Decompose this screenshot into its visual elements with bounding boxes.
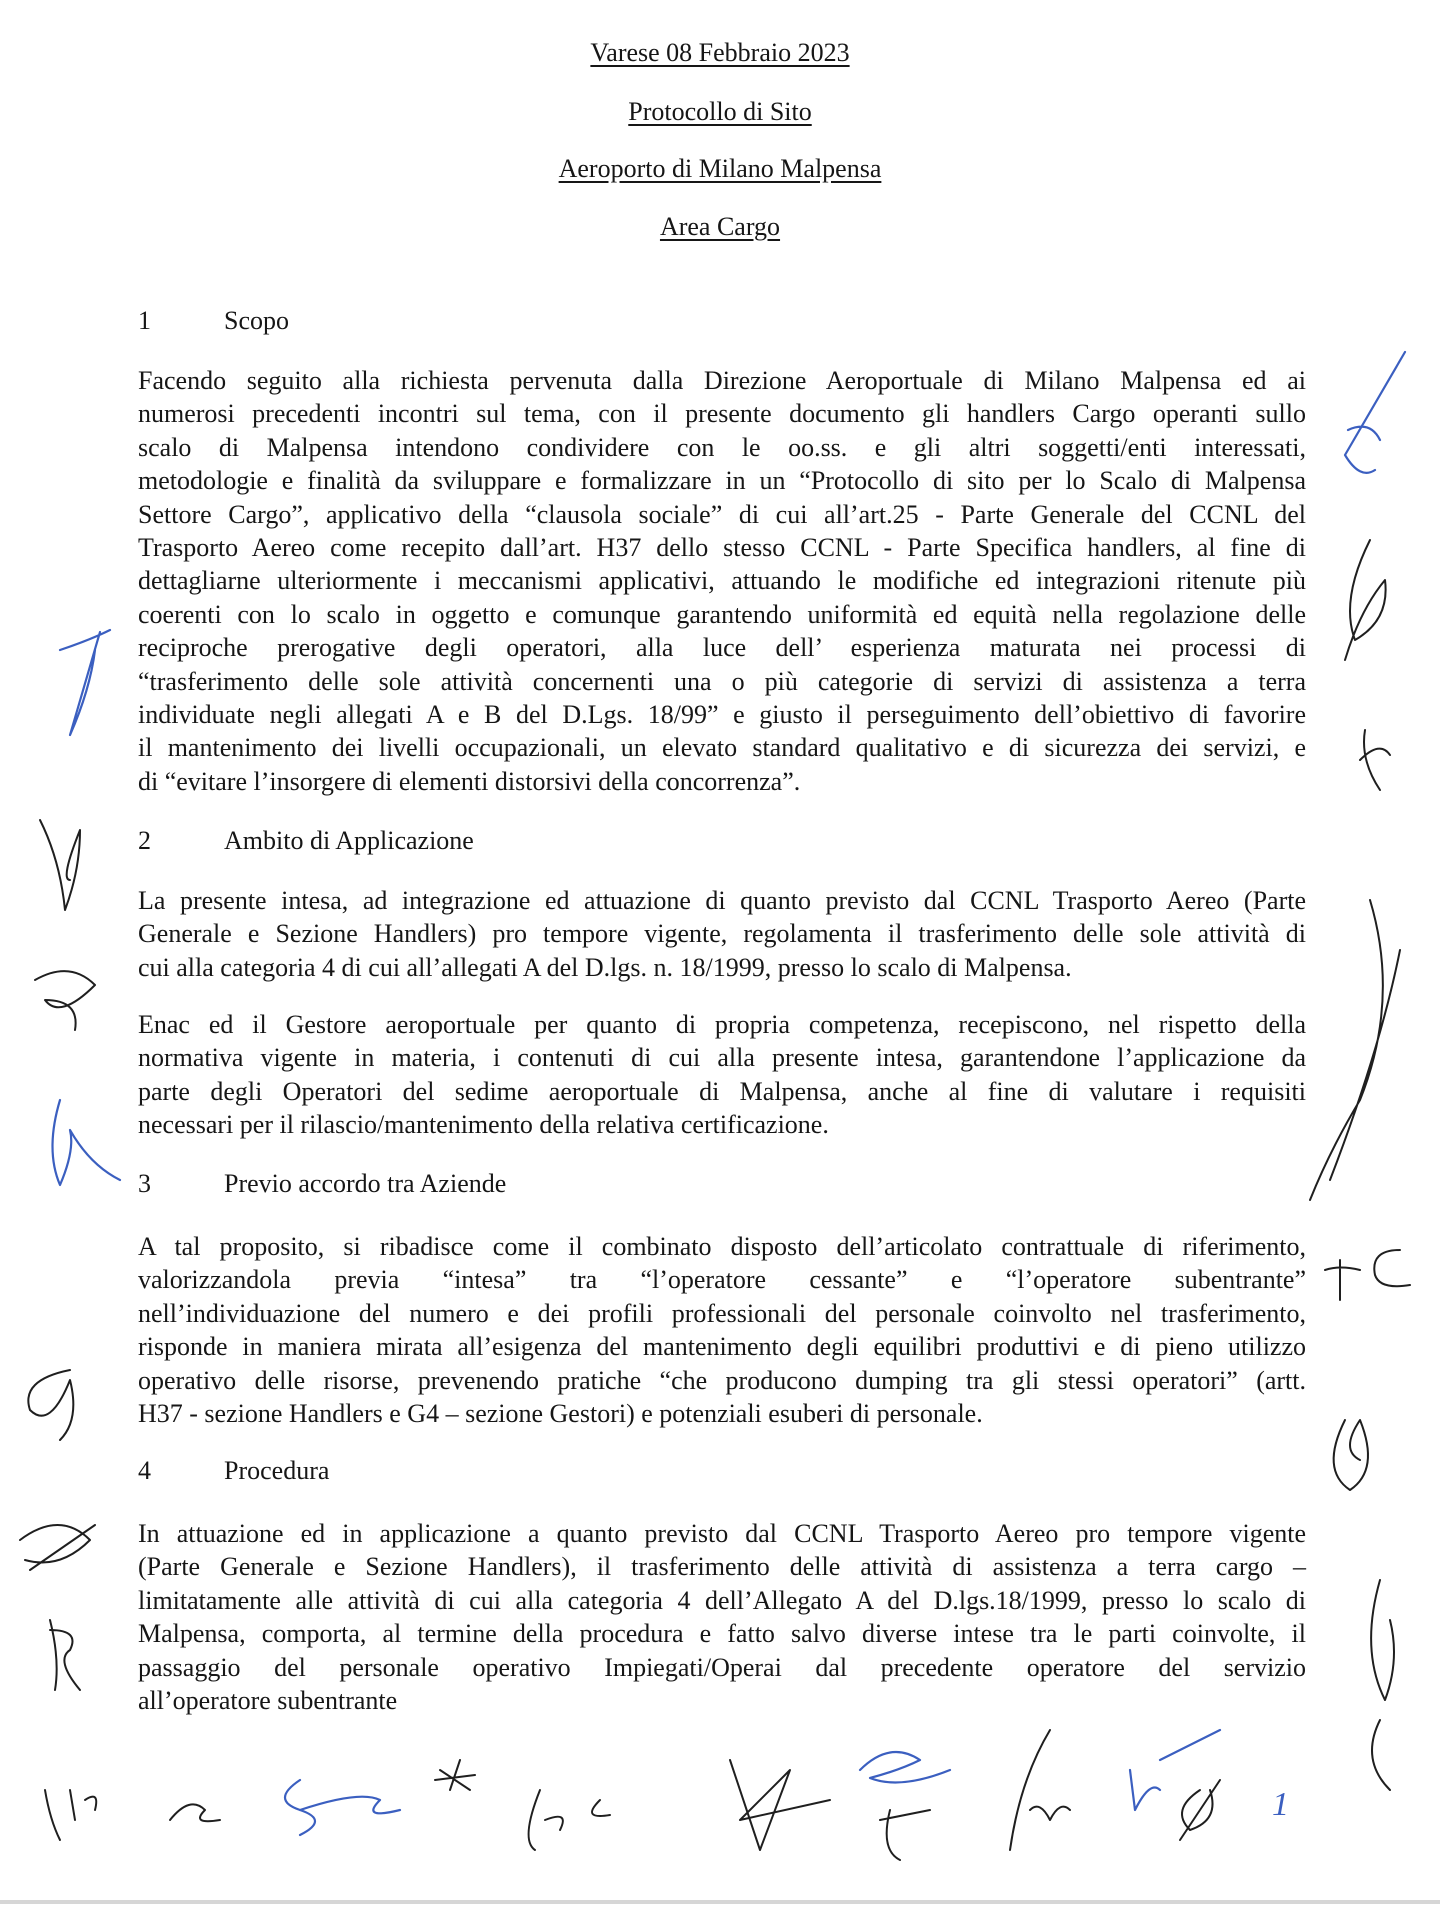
section-number: 2 — [138, 826, 151, 855]
signature-left-2 — [40, 820, 80, 910]
section-heading — [138, 306, 289, 336]
section-number: 4 — [138, 1456, 151, 1485]
signature-right-5 — [1371, 1580, 1394, 1790]
paragraph-line: Trasporto Aereo come recepito dall’art. H37 dello stesso CCNL - Parte Specifica handlers, al fine di — [138, 532, 1306, 562]
paragraph-line: operativo delle risorse, prevenendo pratiche “che producono dumping tra gli stessi operatori” (artt. — [138, 1365, 1306, 1395]
document-area: Area Cargo — [659, 212, 781, 241]
paragraph-line: reciproche prerogative degli operatori, alla luce dell’ esperienza maturata nei processi di — [138, 633, 1306, 663]
paragraph-line: Facendo seguito alla richiesta pervenuta dalla Direzione Aeroportuale di Milano Malpensa ed ai — [138, 366, 1306, 395]
signature-left-5 — [28, 1370, 73, 1440]
signature-right-long — [1310, 900, 1400, 1200]
signature-bottom-8 — [1180, 1780, 1220, 1840]
signature-left-1 — [60, 630, 110, 735]
document-subtitle: Aeroporto di Milano Malpensa — [558, 154, 882, 183]
paragraph-line: A tal proposito, si ribadisce come il combinato disposto dell’articolato contrattuale di riferimento, — [138, 1232, 1306, 1261]
section-paragraph — [138, 1230, 1306, 1430]
paragraph-line: di “evitare l’insorgere di elementi distorsivi della concorrenza”. — [138, 766, 801, 796]
signature-right-2 — [1345, 540, 1386, 660]
signature-right-fc — [1325, 1250, 1410, 1300]
section-title: Scopo — [224, 306, 289, 335]
paragraph-line: nell’individuazione del numero e dei profili professionali del personale coinvolto nel trasferimento, — [138, 1298, 1306, 1328]
paragraph-line: limitatamente alle attività di cui alla categoria 4 dell’Allegato A del D.lgs.18/1999, presso lo scalo di — [138, 1585, 1306, 1615]
paragraph-line: numerosi precedenti incontri sul tema, con il presente documento gli handlers Cargo operanti sullo — [138, 399, 1306, 429]
section-number: 1 — [138, 306, 151, 335]
signature-bottom-blue-1 — [285, 1780, 400, 1835]
paragraph-line: il mantenimento dei livelli occupazionali, un elevato standard qualitativo e di sicurezza dei servizi, e — [138, 733, 1306, 763]
signature-left-6 — [20, 1525, 95, 1570]
section-title: Ambito di Applicazione — [224, 826, 474, 855]
section-heading — [138, 826, 474, 856]
page-number: 1 — [1272, 1786, 1289, 1823]
paragraph-line: cui alla categoria 4 di cui all’allegati A del D.lgs. n. 18/1999, presso lo scalo di Malpensa. — [138, 952, 1072, 982]
section-paragraph — [138, 1517, 1306, 1717]
paragraph-line: Settore Cargo”, applicativo della “clausola sociale” di cui all’art.25 - Parte Generale del CCNL del — [138, 499, 1306, 529]
paragraph-line: H37 - sezione Handlers e G4 – sezione Gestori) e potenziali esuberi di personale. — [138, 1398, 983, 1428]
paragraph-line: metodologie e finalità da sviluppare e formalizzare in un “Protocollo di sito per lo Scalo di Malpensa — [138, 466, 1306, 496]
paragraph-line: Generale e Sezione Handlers) pro tempore vigente, regolamenta il trasferimento delle sole attività di — [138, 919, 1306, 949]
paragraph-line: La presente intesa, ad integrazione ed attuazione di quanto previsto dal CCNL Trasporto Aereo (Parte — [138, 886, 1306, 915]
paragraph-line: coerenti con lo scalo in oggetto e comunque garantendo uniformità ed equità nella regolazione delle — [138, 599, 1306, 629]
paragraph-line: “trasferimento delle sole attività concernenti una o più categorie di servizi di assistenza a terra — [138, 666, 1306, 696]
signature-bottom-6 — [880, 1810, 930, 1860]
paragraph-line: risponde in maniera mirata all’esigenza del mantenimento degli equilibri produttivi e di pieno utilizzo — [138, 1332, 1306, 1362]
paragraph-line: passaggio del personale operativo Impiegati/Operai dal precedente operatore del servizio — [138, 1652, 1306, 1682]
paragraph-line: all’operatore subentrante — [138, 1685, 398, 1715]
paragraph-line: necessari per il rilascio/mantenimento della relativa certificazione. — [138, 1110, 829, 1140]
signature-right-4 — [1334, 1420, 1368, 1490]
signature-bottom-blue-2 — [860, 1752, 950, 1783]
paragraph-line: (Parte Generale e Sezione Handlers), il trasferimento delle attività di assistenza a terra cargo – — [138, 1552, 1306, 1582]
paragraph-line: valorizzandola previa “intesa” tra “l’operatore cessante” e “l’operatore subentrante” — [138, 1265, 1306, 1295]
signature-right-1 — [1345, 352, 1405, 473]
document-date: Varese 08 Febbraio 2023 — [590, 38, 850, 67]
document-title: Protocollo di Sito — [628, 97, 812, 126]
section-paragraph — [138, 884, 1306, 984]
paragraph-line: parte degli Operatori del sedime aeroportuale di Malpensa, anche al fine di valutare i requisiti — [138, 1076, 1306, 1106]
paragraph-line: Malpensa, comporta, al termine della procedura e fatto salvo diverse intese tra le parti coinvolte, il — [138, 1619, 1306, 1649]
signature-left-7 — [50, 1620, 80, 1690]
paragraph-line: In attuazione ed in applicazione a quanto previsto dal CCNL Trasporto Aereo pro tempore vigente — [138, 1519, 1306, 1548]
section-number: 3 — [138, 1169, 151, 1198]
signature-bottom-blue-3 — [1130, 1730, 1220, 1810]
signature-bottom-2 — [170, 1804, 220, 1821]
signature-bottom-5 — [730, 1760, 830, 1850]
paragraph-line: normativa vigente in materia, i contenuti di cui alla presente intesa, garantendone l’applicazione da — [138, 1043, 1306, 1073]
signature-bottom-3 — [435, 1760, 475, 1790]
section-paragraph — [138, 364, 1306, 798]
signature-bottom-7 — [1010, 1730, 1070, 1850]
paragraph-line: Enac ed il Gestore aeroportuale per quanto di propria competenza, recepiscono, nel rispetto della — [138, 1010, 1306, 1039]
section-title: Previo accordo tra Aziende — [224, 1169, 507, 1198]
paragraph-line: dettagliarne ulteriormente i meccanismi applicativi, attuando le modifiche ed integrazioni ritenute più — [138, 566, 1306, 596]
section-paragraph — [138, 1008, 1306, 1142]
paragraph-line: individuate negli allegati A e B del D.Lgs. 18/99” e giusto il perseguimento dell’obiettivo di favorire — [138, 699, 1306, 729]
section-heading — [138, 1456, 329, 1486]
signature-right-3 — [1360, 730, 1390, 790]
section-heading — [138, 1169, 506, 1199]
signature-left-4 — [35, 971, 95, 1030]
section-title: Procedura — [224, 1456, 330, 1485]
signature-left-3 — [53, 1100, 121, 1185]
signature-bottom-4 — [529, 1790, 610, 1850]
signature-bottom-1 — [45, 1790, 96, 1840]
paragraph-line: scalo di Malpensa intendono condividere con le oo.ss. e gli altri soggetti/enti interessati, — [138, 432, 1306, 462]
page-bottom-edge — [0, 1900, 1440, 1904]
